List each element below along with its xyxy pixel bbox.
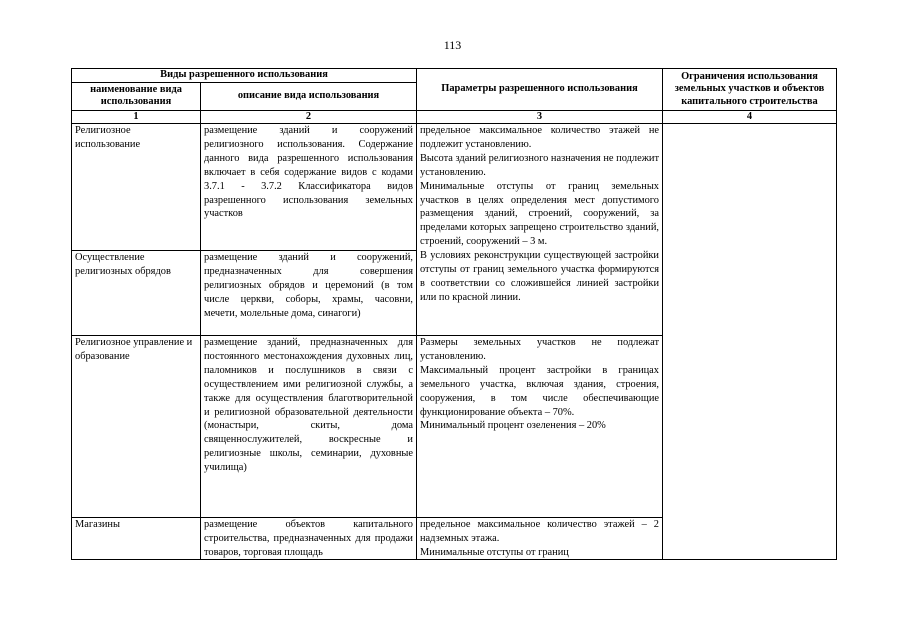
params-cell-2 (417, 336, 663, 518)
land-use-table (71, 68, 837, 560)
params-cell-1 (417, 124, 663, 336)
param-text: предельное максимальное количество этажей не подлежит установлению. (420, 125, 659, 150)
use-name (72, 518, 201, 560)
param-text: Минимальный процент озеленения – 20% (420, 420, 606, 432)
header-num-3: 3 (417, 110, 663, 124)
use-description (201, 518, 417, 560)
use-description: размещение зданий, предназначенных для постоянного местонахождения духовных лиц, паломников и послушников в связи с осуществлением ими религиозной службы, а также для осуществления благотворительной и религиозной образовательной деятельности (монастыри, скиты, дома священнослужителей, воскресные и религиозные школы, семинарии, духовные училища) (201, 336, 417, 518)
params-clip (420, 518, 659, 559)
header-restrictions: Ограничения использования земельных участков и объектов капитального строительства (663, 69, 837, 111)
param-text: Высота зданий религиозного назначения не подлежит установлению. (420, 152, 659, 178)
table-row (72, 124, 837, 251)
header-num-4: 4 (663, 110, 837, 124)
use-name-text: Магазины (75, 519, 120, 530)
page-number: 113 (443, 38, 462, 52)
use-name: Осуществление религиозных обрядов (72, 251, 201, 336)
use-description-text: размещение объектов капитального строительства, предназначенных для продажи товаров, торговая площадь (204, 519, 413, 558)
header-description: описание вида использования (201, 82, 417, 110)
param-text: В условиях реконструкции существующей застройки отступы от границ земельного участка формируются в соответствии со сложившейся линией застройки или по красной линии. (420, 250, 659, 303)
use-description: размещение зданий и сооружений, предназначенных для совершения религиозных обрядов и церемоний (в том числе церкви, соборы, храмы, часовни, мечети, молельные дома, синагоги) (201, 251, 417, 336)
header-row-1 (72, 69, 837, 83)
header-params: Параметры разрешенного использования (417, 69, 663, 111)
restrictions-cell-1 (663, 124, 837, 560)
header-num-1: 1 (72, 110, 201, 124)
param-text: Минимальные отступы от границ земельных участков в целях определения мест допустимого размещения зданий, строений, сооружений, за пределами которых запрещено строительство зданий, строений, сооружений – 3 м. (420, 180, 659, 248)
header-group-title: Виды разрешенного использования (72, 69, 417, 83)
use-name: Религиозное управление и образование (72, 336, 201, 518)
header-name: наименование вида использования (72, 82, 201, 110)
use-description: размещение зданий и сооружений религиозного использования. Содержание данного вида разрешенного использования включает в себя содержание видов с кодами 3.7.1 - 3.7.2 Классификатора видов разрешенного использования земельных участков (201, 124, 417, 251)
param-text: предельное максимальное количество этажей – 2 надземных этажа. (420, 519, 659, 544)
param-text: Максимальный процент застройки в границах земельного участка, включая здания, строения, сооружения, в том числе обеспечивающие функционирование объекта – 70%. (420, 364, 659, 418)
param-text: Размеры земельных участков не подлежат установлению. (420, 337, 659, 362)
params-cell-3 (417, 518, 663, 560)
param-text: Минимальные отступы от границ (420, 546, 569, 558)
header-numbers-row (72, 110, 837, 124)
use-name: Религиозное использование (72, 124, 201, 251)
header-num-2: 2 (201, 110, 417, 124)
